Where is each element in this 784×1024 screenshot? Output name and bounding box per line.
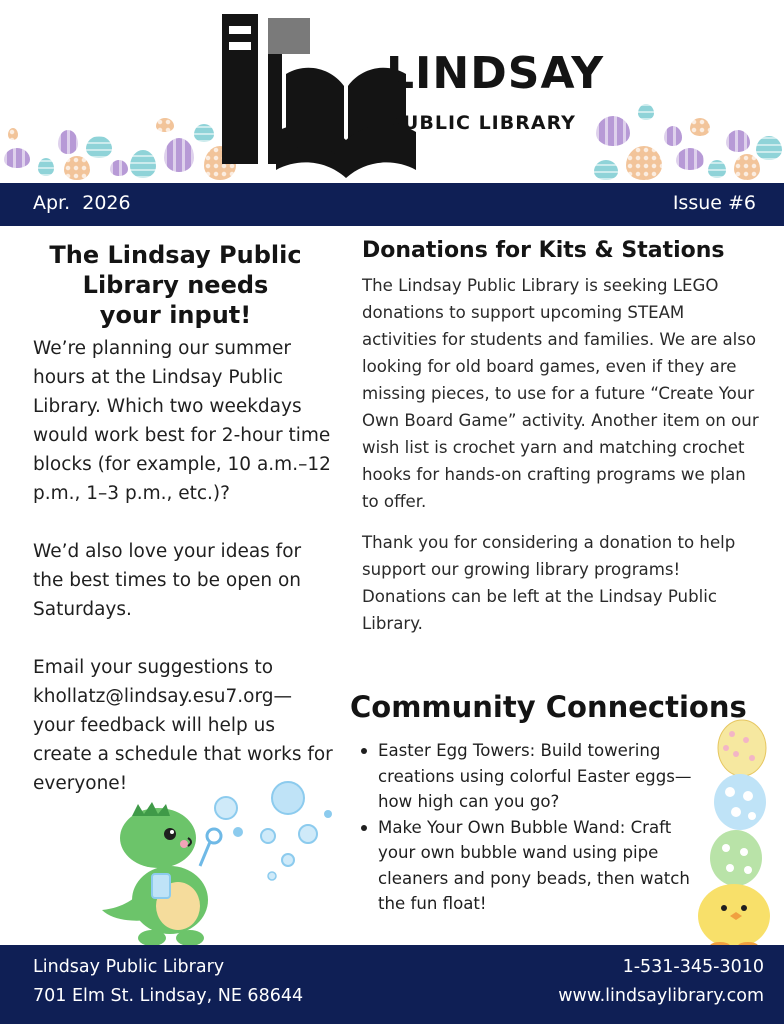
easter-egg-icon [156, 118, 174, 132]
input-paragraph: We’re planning our summer hours at the Lindsay Public Library. Which two weekdays would work best for 2-hour time blocks (for example, 10 a.m.–12 p.m., 1–3 p.m., etc.)? [33, 338, 331, 504]
easter-egg-icon [594, 160, 618, 180]
donations-section [362, 236, 762, 637]
easter-egg-icon [596, 116, 630, 146]
footer-address: 701 Elm St. Lindsay, NE 68644 [33, 986, 304, 1006]
input-request-title: The Lindsay Public Library needs your input! [49, 241, 302, 329]
community-list [358, 738, 708, 917]
easter-egg-icon [86, 136, 112, 158]
easter-egg-icon [38, 158, 54, 176]
donations-paragraph: Thank you for considering a donation to help support our growing library programs! Donations can be left at the Lindsay Public Library. [362, 533, 736, 633]
footer-phone: 1-531-345-3010 [622, 957, 764, 977]
easter-egg-icon [734, 154, 760, 180]
list-item: Easter Egg Towers: Build towering creations using colorful Easter eggs—how high can you go? [358, 738, 708, 815]
input-paragraph: We’d also love your ideas for the best times to be open on Saturdays. [33, 541, 302, 620]
donations-paragraph: The Lindsay Public Library is seeking LEGO donations to support upcoming STEAM activities for students and families. We are also looking for old board games, even if they are missing pieces, to use for a future “Create Your Own Board Game” activity. Another item on our wish list is crochet yarn and matching crochet hooks for hands-on crafting programs we plan to offer. [362, 276, 759, 511]
footer-library-name: Lindsay Public Library [33, 957, 225, 977]
logo-subtitle: PUBLIC LIBRARY [388, 112, 576, 134]
footer-website[interactable]: www.lindsaylibrary.com [558, 986, 764, 1006]
donations-title: Donations for Kits & Stations [362, 238, 725, 263]
easter-egg-icon [664, 126, 682, 146]
easter-egg-icon [638, 104, 654, 120]
easter-egg-icon [626, 146, 662, 180]
issue-date: Apr. 2026 [33, 192, 131, 214]
easter-egg-icon [164, 138, 194, 172]
easter-egg-icon [110, 160, 128, 176]
issue-bar [0, 183, 784, 226]
logo-title: LINDSAY [386, 48, 605, 99]
easter-egg-icon [676, 148, 704, 170]
easter-egg-icon [708, 160, 726, 178]
egg-tower-chick-icon [690, 718, 784, 950]
newsletter-header [0, 0, 784, 182]
input-paragraph: Email your suggestions to khollatz@lindsay.esu7.org—your feedback will help us create a schedule that works for everyone! [33, 657, 333, 794]
easter-egg-icon [690, 118, 710, 136]
issue-number: Issue #6 [672, 192, 756, 214]
easter-egg-icon [756, 136, 782, 160]
easter-egg-icon [58, 130, 78, 154]
easter-egg-icon [8, 128, 18, 140]
footer-bar [0, 945, 784, 1024]
community-title: Community Connections [350, 690, 747, 724]
dinosaur-bubbles-icon [92, 780, 342, 950]
easter-egg-icon [130, 150, 156, 178]
easter-egg-icon [194, 124, 214, 142]
easter-egg-icon [64, 156, 90, 180]
easter-egg-icon [4, 148, 30, 168]
input-request-section [33, 240, 333, 798]
list-item: Make Your Own Bubble Wand: Craft your own bubble wand using pipe cleaners and pony beads, then watch the fun float! [358, 815, 708, 917]
easter-egg-icon [726, 130, 750, 152]
